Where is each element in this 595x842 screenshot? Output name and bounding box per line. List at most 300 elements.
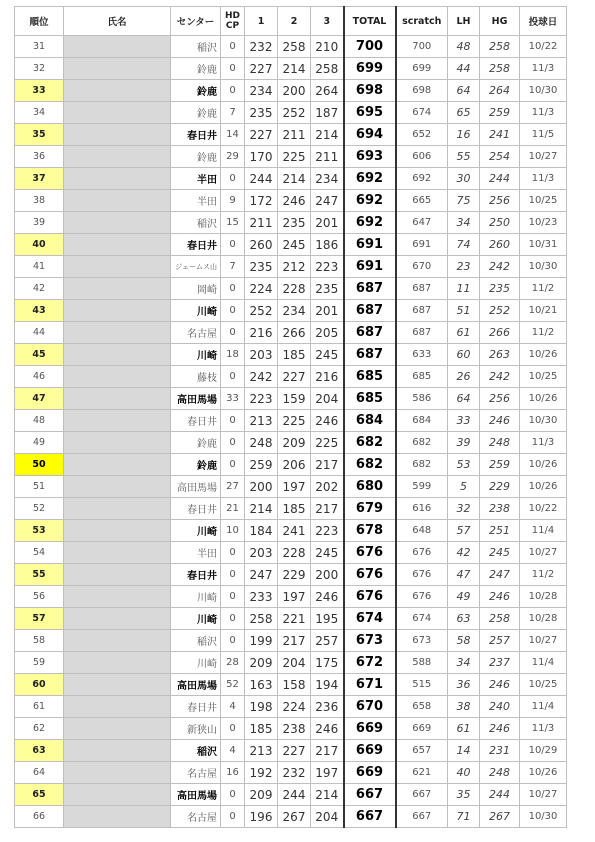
center-cell: 稲沢 — [171, 36, 221, 58]
scratch-score: 676 — [396, 586, 448, 608]
lh-score: 14 — [448, 740, 480, 762]
rank-cell: 47 — [15, 388, 64, 410]
table-row — [15, 806, 567, 828]
lh-score: 38 — [448, 696, 480, 718]
game-2-score: 227 — [278, 740, 311, 762]
total-score: 669 — [344, 740, 396, 762]
game-3-score: 214 — [311, 124, 344, 146]
game-3-score: 194 — [311, 674, 344, 696]
hdcp-cell: 0 — [221, 630, 245, 652]
scratch-score: 676 — [396, 564, 448, 586]
game-3-score: 223 — [311, 256, 344, 278]
game-2-score: 229 — [278, 564, 311, 586]
game-1-score: 213 — [245, 410, 278, 432]
play-date: 10/23 — [520, 212, 567, 234]
game-3-score: 258 — [311, 58, 344, 80]
game-3-score: 197 — [311, 762, 344, 784]
scratch-score: 670 — [396, 256, 448, 278]
table-row — [15, 674, 567, 696]
game-2-score: 200 — [278, 80, 311, 102]
hg-score: 248 — [480, 762, 520, 784]
game-2-score: 225 — [278, 146, 311, 168]
game-2-score: 235 — [278, 212, 311, 234]
game-3-score: 225 — [311, 432, 344, 454]
name-cell — [64, 608, 171, 630]
total-score: 692 — [344, 190, 396, 212]
game-3-score: 246 — [311, 718, 344, 740]
hg-score: 258 — [480, 608, 520, 630]
hg-score: 263 — [480, 344, 520, 366]
center-cell: 川崎 — [171, 300, 221, 322]
lh-score: 74 — [448, 234, 480, 256]
play-date: 10/25 — [520, 366, 567, 388]
scratch-score: 687 — [396, 322, 448, 344]
hg-score: 240 — [480, 696, 520, 718]
game-1-score: 227 — [245, 58, 278, 80]
rank-cell: 39 — [15, 212, 64, 234]
game-3-score: 195 — [311, 608, 344, 630]
total-score: 679 — [344, 498, 396, 520]
table-row — [15, 366, 567, 388]
scratch-score: 586 — [396, 388, 448, 410]
name-cell — [64, 806, 171, 828]
total-score: 671 — [344, 674, 396, 696]
rank-cell: 44 — [15, 322, 64, 344]
play-date: 10/29 — [520, 740, 567, 762]
table-row — [15, 80, 567, 102]
table-row — [15, 718, 567, 740]
hdcp-cell: 0 — [221, 542, 245, 564]
lh-score: 30 — [448, 168, 480, 190]
hg-score: 259 — [480, 454, 520, 476]
table-row — [15, 234, 567, 256]
name-cell — [64, 652, 171, 674]
scratch-score: 669 — [396, 718, 448, 740]
game-2-score: 159 — [278, 388, 311, 410]
name-cell — [64, 146, 171, 168]
name-cell — [64, 168, 171, 190]
game-2-score: 244 — [278, 784, 311, 806]
hg-score: 231 — [480, 740, 520, 762]
game-2-score: 214 — [278, 58, 311, 80]
table-row — [15, 586, 567, 608]
hg-score: 241 — [480, 124, 520, 146]
hdcp-cell: 0 — [221, 278, 245, 300]
total-score: 684 — [344, 410, 396, 432]
lh-score: 48 — [448, 36, 480, 58]
lh-score: 64 — [448, 388, 480, 410]
scratch-score: 682 — [396, 454, 448, 476]
table-row — [15, 322, 567, 344]
table-row — [15, 278, 567, 300]
play-date: 10/26 — [520, 476, 567, 498]
table-body — [15, 36, 567, 828]
hdcp-cell: 28 — [221, 652, 245, 674]
center-cell: 岡崎 — [171, 278, 221, 300]
play-date: 10/26 — [520, 388, 567, 410]
center-cell: 名古屋 — [171, 762, 221, 784]
rank-cell: 31 — [15, 36, 64, 58]
hg-score: 246 — [480, 718, 520, 740]
center-cell: 川崎 — [171, 652, 221, 674]
header-center: センター — [171, 7, 221, 36]
hdcp-cell: 0 — [221, 410, 245, 432]
hdcp-cell: 0 — [221, 234, 245, 256]
game-1-score: 209 — [245, 784, 278, 806]
game-3-score: 201 — [311, 300, 344, 322]
hdcp-cell: 0 — [221, 718, 245, 740]
game-3-score: 204 — [311, 806, 344, 828]
lh-score: 61 — [448, 322, 480, 344]
hdcp-cell: 21 — [221, 498, 245, 520]
table-row — [15, 36, 567, 58]
header-total: TOTAL — [344, 7, 396, 36]
lh-score: 16 — [448, 124, 480, 146]
game-1-score: 247 — [245, 564, 278, 586]
total-score: 676 — [344, 564, 396, 586]
name-cell — [64, 124, 171, 146]
lh-score: 57 — [448, 520, 480, 542]
center-cell: 名古屋 — [171, 806, 221, 828]
table-row — [15, 784, 567, 806]
total-score: 699 — [344, 58, 396, 80]
table-row — [15, 212, 567, 234]
game-3-score: 246 — [311, 410, 344, 432]
hg-score: 248 — [480, 432, 520, 454]
game-1-score: 213 — [245, 740, 278, 762]
hg-score: 260 — [480, 234, 520, 256]
total-score: 687 — [344, 278, 396, 300]
ranking-table — [14, 6, 567, 828]
hg-score: 246 — [480, 410, 520, 432]
game-2-score: 185 — [278, 498, 311, 520]
game-1-score: 163 — [245, 674, 278, 696]
center-cell: 鈴鹿 — [171, 432, 221, 454]
game-1-score: 227 — [245, 124, 278, 146]
play-date: 11/5 — [520, 124, 567, 146]
lh-score: 60 — [448, 344, 480, 366]
game-2-score: 211 — [278, 124, 311, 146]
header-row — [15, 7, 567, 36]
hdcp-cell: 4 — [221, 696, 245, 718]
center-cell: 半田 — [171, 542, 221, 564]
total-score: 698 — [344, 80, 396, 102]
hdcp-cell: 10 — [221, 520, 245, 542]
hg-score: 244 — [480, 784, 520, 806]
center-cell: 高田馬場 — [171, 674, 221, 696]
table-row — [15, 476, 567, 498]
game-3-score: 246 — [311, 586, 344, 608]
play-date: 11/3 — [520, 168, 567, 190]
name-cell — [64, 674, 171, 696]
total-score: 691 — [344, 256, 396, 278]
hdcp-cell: 52 — [221, 674, 245, 696]
game-1-score: 259 — [245, 454, 278, 476]
play-date: 10/28 — [520, 608, 567, 630]
scratch-score: 658 — [396, 696, 448, 718]
lh-score: 71 — [448, 806, 480, 828]
game-2-score: 232 — [278, 762, 311, 784]
play-date: 10/25 — [520, 674, 567, 696]
name-cell — [64, 256, 171, 278]
lh-score: 11 — [448, 278, 480, 300]
game-2-score: 197 — [278, 476, 311, 498]
header-hdcp-line2: CP — [225, 21, 240, 31]
scratch-score: 674 — [396, 102, 448, 124]
play-date: 10/30 — [520, 806, 567, 828]
hg-score: 258 — [480, 58, 520, 80]
table-row — [15, 762, 567, 784]
total-score: 687 — [344, 322, 396, 344]
game-3-score: 264 — [311, 80, 344, 102]
header-date: 投球日 — [520, 7, 567, 36]
play-date: 10/26 — [520, 762, 567, 784]
scratch-score: 684 — [396, 410, 448, 432]
name-cell — [64, 564, 171, 586]
table-row — [15, 102, 567, 124]
table-row — [15, 696, 567, 718]
hdcp-cell: 33 — [221, 388, 245, 410]
rank-cell: 49 — [15, 432, 64, 454]
rank-cell: 43 — [15, 300, 64, 322]
name-cell — [64, 432, 171, 454]
lh-score: 26 — [448, 366, 480, 388]
scratch-score: 698 — [396, 80, 448, 102]
center-cell: 鈴鹿 — [171, 454, 221, 476]
game-1-score: 235 — [245, 102, 278, 124]
rank-cell: 54 — [15, 542, 64, 564]
hdcp-cell: 0 — [221, 784, 245, 806]
hg-score: 266 — [480, 322, 520, 344]
lh-score: 42 — [448, 542, 480, 564]
name-cell — [64, 212, 171, 234]
game-1-score: 199 — [245, 630, 278, 652]
play-date: 10/26 — [520, 454, 567, 476]
play-date: 10/27 — [520, 630, 567, 652]
rank-cell: 61 — [15, 696, 64, 718]
total-score: 682 — [344, 454, 396, 476]
game-1-score: 203 — [245, 542, 278, 564]
rank-cell: 41 — [15, 256, 64, 278]
center-cell: 新狭山 — [171, 718, 221, 740]
lh-score: 61 — [448, 718, 480, 740]
game-3-score: 245 — [311, 344, 344, 366]
hg-score: 252 — [480, 300, 520, 322]
play-date: 10/27 — [520, 784, 567, 806]
total-score: 667 — [344, 784, 396, 806]
hdcp-cell: 0 — [221, 366, 245, 388]
total-score: 700 — [344, 36, 396, 58]
game-3-score: 204 — [311, 388, 344, 410]
center-cell: 川崎 — [171, 608, 221, 630]
scratch-score: 515 — [396, 674, 448, 696]
game-1-score: 214 — [245, 498, 278, 520]
scratch-score: 652 — [396, 124, 448, 146]
lh-score: 75 — [448, 190, 480, 212]
play-date: 10/22 — [520, 36, 567, 58]
center-cell: 半田 — [171, 168, 221, 190]
play-date: 10/30 — [520, 80, 567, 102]
rank-cell: 36 — [15, 146, 64, 168]
game-2-score: 228 — [278, 278, 311, 300]
game-1-score: 258 — [245, 608, 278, 630]
game-2-score: 228 — [278, 542, 311, 564]
lh-score: 5 — [448, 476, 480, 498]
play-date: 11/4 — [520, 652, 567, 674]
lh-score: 23 — [448, 256, 480, 278]
rank-cell: 55 — [15, 564, 64, 586]
scratch-score: 667 — [396, 806, 448, 828]
header-hg: HG — [480, 7, 520, 36]
play-date: 10/27 — [520, 146, 567, 168]
table-row — [15, 410, 567, 432]
game-1-score: 233 — [245, 586, 278, 608]
hdcp-cell: 14 — [221, 124, 245, 146]
center-cell: 半田 — [171, 190, 221, 212]
play-date: 10/28 — [520, 586, 567, 608]
table-row — [15, 740, 567, 762]
name-cell — [64, 476, 171, 498]
lh-score: 34 — [448, 652, 480, 674]
table-row — [15, 300, 567, 322]
game-1-score: 211 — [245, 212, 278, 234]
hdcp-cell: 0 — [221, 806, 245, 828]
header-lh: LH — [448, 7, 480, 36]
center-cell: 高田馬場 — [171, 388, 221, 410]
hdcp-cell: 0 — [221, 80, 245, 102]
name-cell — [64, 718, 171, 740]
name-cell — [64, 278, 171, 300]
game-1-score: 223 — [245, 388, 278, 410]
play-date: 10/31 — [520, 234, 567, 256]
name-cell — [64, 234, 171, 256]
hg-score: 242 — [480, 366, 520, 388]
game-1-score: 232 — [245, 36, 278, 58]
header-rank: 順位 — [15, 7, 64, 36]
rank-cell: 59 — [15, 652, 64, 674]
game-1-score: 260 — [245, 234, 278, 256]
game-2-score: 204 — [278, 652, 311, 674]
game-2-score: 266 — [278, 322, 311, 344]
total-score: 672 — [344, 652, 396, 674]
scratch-score: 633 — [396, 344, 448, 366]
table-row — [15, 58, 567, 80]
rank-cell: 32 — [15, 58, 64, 80]
total-score: 682 — [344, 432, 396, 454]
center-cell: 稲沢 — [171, 212, 221, 234]
table-row — [15, 608, 567, 630]
total-score: 687 — [344, 344, 396, 366]
total-score: 693 — [344, 146, 396, 168]
table-row — [15, 652, 567, 674]
name-cell — [64, 190, 171, 212]
game-1-score: 192 — [245, 762, 278, 784]
center-cell: 鈴鹿 — [171, 80, 221, 102]
name-cell — [64, 520, 171, 542]
name-cell — [64, 366, 171, 388]
hg-score: 254 — [480, 146, 520, 168]
play-date: 10/21 — [520, 300, 567, 322]
game-1-score: 184 — [245, 520, 278, 542]
lh-score: 64 — [448, 80, 480, 102]
table-row — [15, 454, 567, 476]
play-date: 11/3 — [520, 718, 567, 740]
name-cell — [64, 454, 171, 476]
hdcp-cell: 0 — [221, 36, 245, 58]
scratch-score: 687 — [396, 300, 448, 322]
name-cell — [64, 740, 171, 762]
hdcp-cell: 0 — [221, 322, 245, 344]
game-2-score: 197 — [278, 586, 311, 608]
center-cell: 稲沢 — [171, 740, 221, 762]
game-2-score: 234 — [278, 300, 311, 322]
play-date: 10/22 — [520, 498, 567, 520]
hdcp-cell: 9 — [221, 190, 245, 212]
hdcp-cell: 0 — [221, 432, 245, 454]
scratch-score: 657 — [396, 740, 448, 762]
game-1-score: 196 — [245, 806, 278, 828]
center-cell: 春日井 — [171, 564, 221, 586]
total-score: 685 — [344, 366, 396, 388]
hg-score: 264 — [480, 80, 520, 102]
table-row — [15, 630, 567, 652]
game-1-score: 170 — [245, 146, 278, 168]
play-date: 10/25 — [520, 190, 567, 212]
center-cell: 春日井 — [171, 696, 221, 718]
name-cell — [64, 762, 171, 784]
lh-score: 47 — [448, 564, 480, 586]
total-score: 695 — [344, 102, 396, 124]
header-game-2: 2 — [278, 7, 311, 36]
game-3-score: 223 — [311, 520, 344, 542]
scratch-score: 665 — [396, 190, 448, 212]
play-date: 11/3 — [520, 102, 567, 124]
hg-score: 242 — [480, 256, 520, 278]
hdcp-cell: 0 — [221, 608, 245, 630]
total-score: 669 — [344, 762, 396, 784]
game-1-score: 234 — [245, 80, 278, 102]
name-cell — [64, 80, 171, 102]
name-cell — [64, 586, 171, 608]
rank-cell: 51 — [15, 476, 64, 498]
game-1-score: 248 — [245, 432, 278, 454]
table-row — [15, 542, 567, 564]
total-score: 676 — [344, 586, 396, 608]
total-score: 694 — [344, 124, 396, 146]
lh-score: 49 — [448, 586, 480, 608]
hg-score: 267 — [480, 806, 520, 828]
scratch-score: 606 — [396, 146, 448, 168]
game-2-score: 241 — [278, 520, 311, 542]
rank-cell: 40 — [15, 234, 64, 256]
play-date: 11/2 — [520, 564, 567, 586]
game-3-score: 186 — [311, 234, 344, 256]
game-1-score: 185 — [245, 718, 278, 740]
header-hdcp — [221, 7, 245, 36]
hg-score: 247 — [480, 564, 520, 586]
lh-score: 39 — [448, 432, 480, 454]
center-cell: 鈴鹿 — [171, 146, 221, 168]
scratch-score: 685 — [396, 366, 448, 388]
game-3-score: 245 — [311, 542, 344, 564]
table-row — [15, 432, 567, 454]
rank-cell: 66 — [15, 806, 64, 828]
name-cell — [64, 58, 171, 80]
table-row — [15, 344, 567, 366]
rank-cell: 42 — [15, 278, 64, 300]
play-date: 11/4 — [520, 520, 567, 542]
game-3-score: 217 — [311, 454, 344, 476]
